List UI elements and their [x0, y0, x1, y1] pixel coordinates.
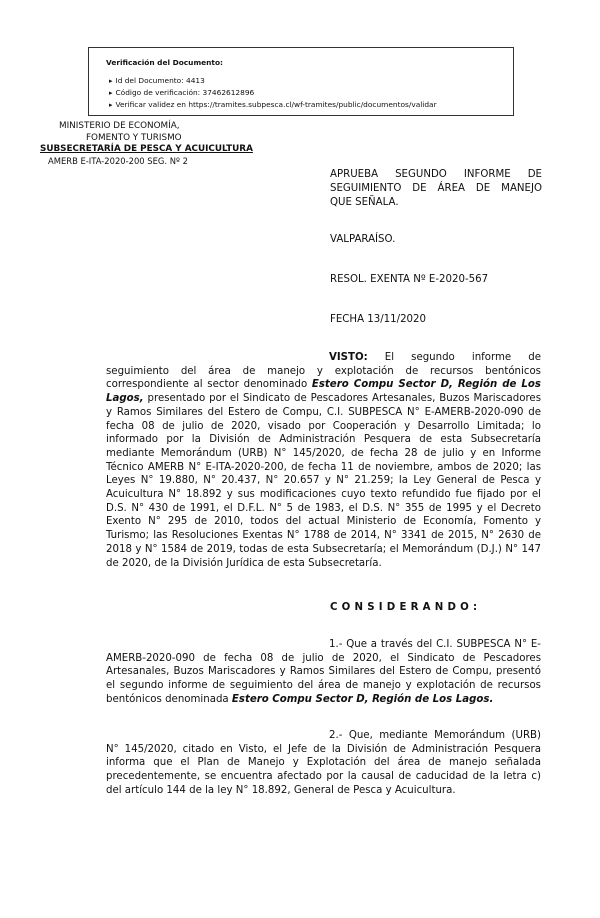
resolution-number: RESOL. EXENTA Nº E-2020-567 [330, 274, 489, 285]
subject-line-2: SEGUIMIENTO DE ÁREA DE MANEJO [330, 183, 542, 194]
verification-list [109, 75, 437, 111]
considerando-1-sector: Estero Compu Sector D, Región de Los Lagos. [231, 693, 494, 705]
reference-code: AMERB E-ITA-2020-200 SEG. Nº 2 [48, 156, 188, 166]
visto-text-1: El segundo informe de seguimiento del área de manejo y explotación de recursos bentónicos correspondiente al sector denominado [106, 352, 541, 391]
city: VALPARAÍSO. [330, 234, 396, 245]
subsecretaria-title: SUBSECRETARÍA DE PESCA Y ACUICULTURA [40, 144, 253, 154]
ministry-line-1: MINISTERIO DE ECONOMÍA, [59, 121, 180, 131]
verification-title: Verificación del Documento: [106, 58, 223, 67]
considerando-heading: CONSIDERANDO: [330, 602, 482, 613]
visto-paragraph [106, 351, 541, 570]
considerando-1-text: 1.- Que a través del C.I. SUBPESCA N° E-AMERB-2020-090 de fecha 08 de julio de 2020, el Sindicato de Pescadores Artesanales, Buzos Mariscadores y Ramos Similares del Estero de Compu, presentó el segundo informe de seguimiento del área de manejo y explotación de recursos bentónicos denominada [106, 639, 541, 705]
considerando-paragraph-2: 2.- Que, mediante Memorándum (URB) N° 145/2020, citado en Visto, el Jefe de la División de Administración Pesquera informa que el Plan de Manejo y Explotación del área de manejo señalada precedentemente, se encuentra afectado por la causal de caducidad de la letra c) del artículo 144 de la ley N° 18.892, General de Pesca y Acuicultura. [106, 730, 541, 796]
document-id-item: ▸ Id del Documento: 4413 [109, 75, 437, 87]
visto-label: VISTO: [329, 352, 368, 363]
resolution-subject [330, 168, 542, 210]
ministry-line-2: FOMENTO Y TURISMO [86, 133, 182, 143]
verification-box [88, 47, 514, 116]
subject-line-1: APRUEBA SEGUNDO INFORME DE [330, 169, 542, 180]
visto-text-2: presentado por el Sindicato de Pescadores Artesanales, Buzos Mariscadores y Ramos Similares del Estero de Compu, C.I. SUBPESCA N° E-AMERB-2020-090 de fecha 08 de julio de 2020, visado por Cooperación y Desarrollo Limitada; lo informado por la División de Administración Pesquera de esta Subsecretaría mediante Memorándum (URB) N° 145/2020, de fecha 28 de julio y en Informe Técnico AMERB N° E-ITA-2020-200, de fecha 11 de noviembre, ambos de 2020; las Leyes N° 19.880, N° 20.437, N° 20.657 y N° 21.259; la Ley General de Pesca y Acuicultura N° 18.892 y sus modificaciones cuyo texto refundido fue fijado por el D.S. N° 430 de 1991, el D.F.L. N° 5 de 1983, el D.S. N° 355 de 1995 y el Decreto Exento N° 295 de 2010, todos del actual Ministerio de Economía, Fomento y Turismo; las Resoluciones Exentas N° 1788 de 2014, N° 3341 de 2015, N° 2630 de 2018 y N° 1584 de 2019, todas de esta Subsecretaría; el Memorándum (D.J.) N° 147 de 2020, de la División Jurídica de esta Subsecretaría. [106, 393, 541, 569]
subject-line-3: QUE SEÑALA. [330, 197, 399, 208]
verification-code-item: ▸ Código de verificación: 37462612896 [109, 87, 437, 99]
visto-sector: Estero Compu Sector D, Región de Los Lagos, [106, 379, 541, 405]
resolution-date: FECHA 13/11/2020 [330, 314, 426, 325]
considerando-paragraph-1 [106, 638, 541, 707]
validation-url-item: ▸ Verificar validez en https://tramites.subpesca.cl/wf-tramites/public/documentos/validar [109, 99, 437, 111]
